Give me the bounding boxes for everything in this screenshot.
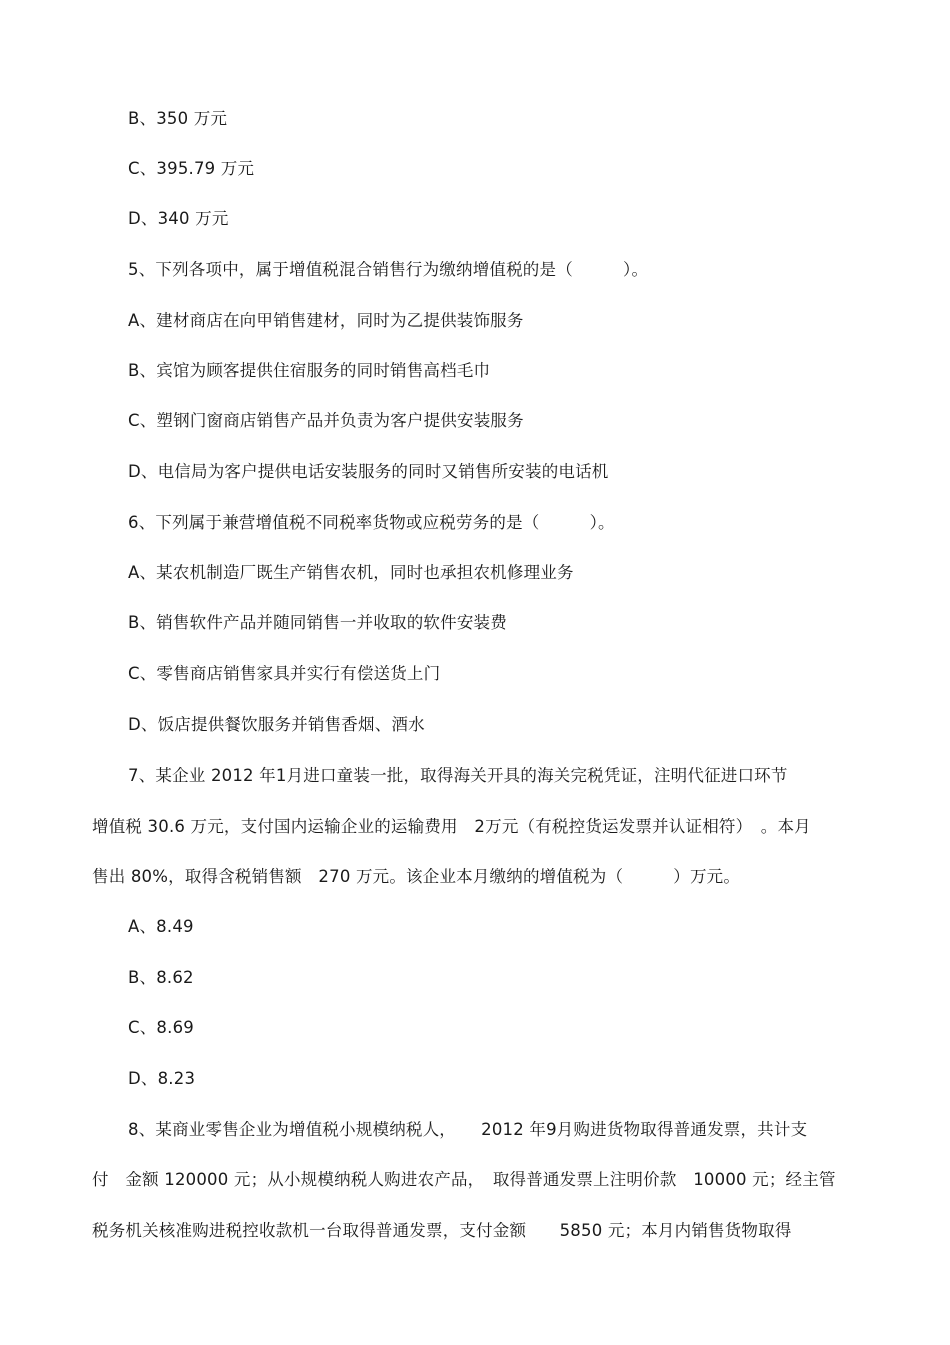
question-6: 6、下列属于兼营增值税不同税率货物或应税劳务的是（ ）。 xyxy=(128,513,615,532)
option-b-q5: B、宾馆为顾客提供住宿服务的同时销售高档毛巾 xyxy=(128,361,491,380)
option-d-q7: D、8.23 xyxy=(128,1069,196,1088)
question-7-line-3: 售出 80%，取得含税销售额 270 万元。该企业本月缴纳的增值税为（ ）万元。 xyxy=(92,867,741,886)
question-8-line-2: 付 金额 120000 元；从小规模纳税人购进农产品， 取得普通发票上注明价款 10000 元；经主管 xyxy=(92,1170,836,1189)
question-7-line-2: 增值税 30.6 万元，支付国内运输企业的运输费用 2万元（有税控货运发票并认证相符） 。本月 xyxy=(92,817,811,836)
option-a-q7: A、8.49 xyxy=(128,917,194,936)
option-a-q6: A、某农机制造厂既生产销售农机，同时也承担农机修理业务 xyxy=(128,563,574,582)
option-a-q5: A、建材商店在向甲销售建材，同时为乙提供装饰服务 xyxy=(128,311,524,330)
option-c-q5: C、塑钢门窗商店销售产品并负责为客户提供安装服务 xyxy=(128,411,524,430)
question-8-line-3: 税务机关核准购进税控收款机一台取得普通发票，支付金额 5850 元；本月内销售货物取得 xyxy=(92,1221,792,1240)
option-b-q7: B、8.62 xyxy=(128,968,194,987)
option-d-q4: D、340 万元 xyxy=(128,209,229,228)
question-7-line-1: 7、某企业 2012 年1月进口童装一批，取得海关开具的海关完税凭证，注明代征进口环节 xyxy=(128,766,788,785)
option-d-q6: D、饭店提供餐饮服务并销售香烟、酒水 xyxy=(128,715,425,734)
option-c-q6: C、零售商店销售家具并实行有偿送货上门 xyxy=(128,664,441,683)
option-c-q7: C、8.69 xyxy=(128,1018,194,1037)
question-5: 5、下列各项中，属于增值税混合销售行为缴纳增值税的是（ ）。 xyxy=(128,260,649,279)
option-d-q5: D、电信局为客户提供电话安装服务的同时又销售所安装的电话机 xyxy=(128,462,609,481)
question-8-line-1: 8、某商业零售企业为增值税小规模纳税人， 2012 年9月购进货物取得普通发票，共计支 xyxy=(128,1120,808,1139)
option-b-q4: B、350 万元 xyxy=(128,109,228,128)
option-b-q6: B、销售软件产品并随同销售一并收取的软件安装费 xyxy=(128,613,507,632)
option-c-q4: C、395.79 万元 xyxy=(128,159,255,178)
